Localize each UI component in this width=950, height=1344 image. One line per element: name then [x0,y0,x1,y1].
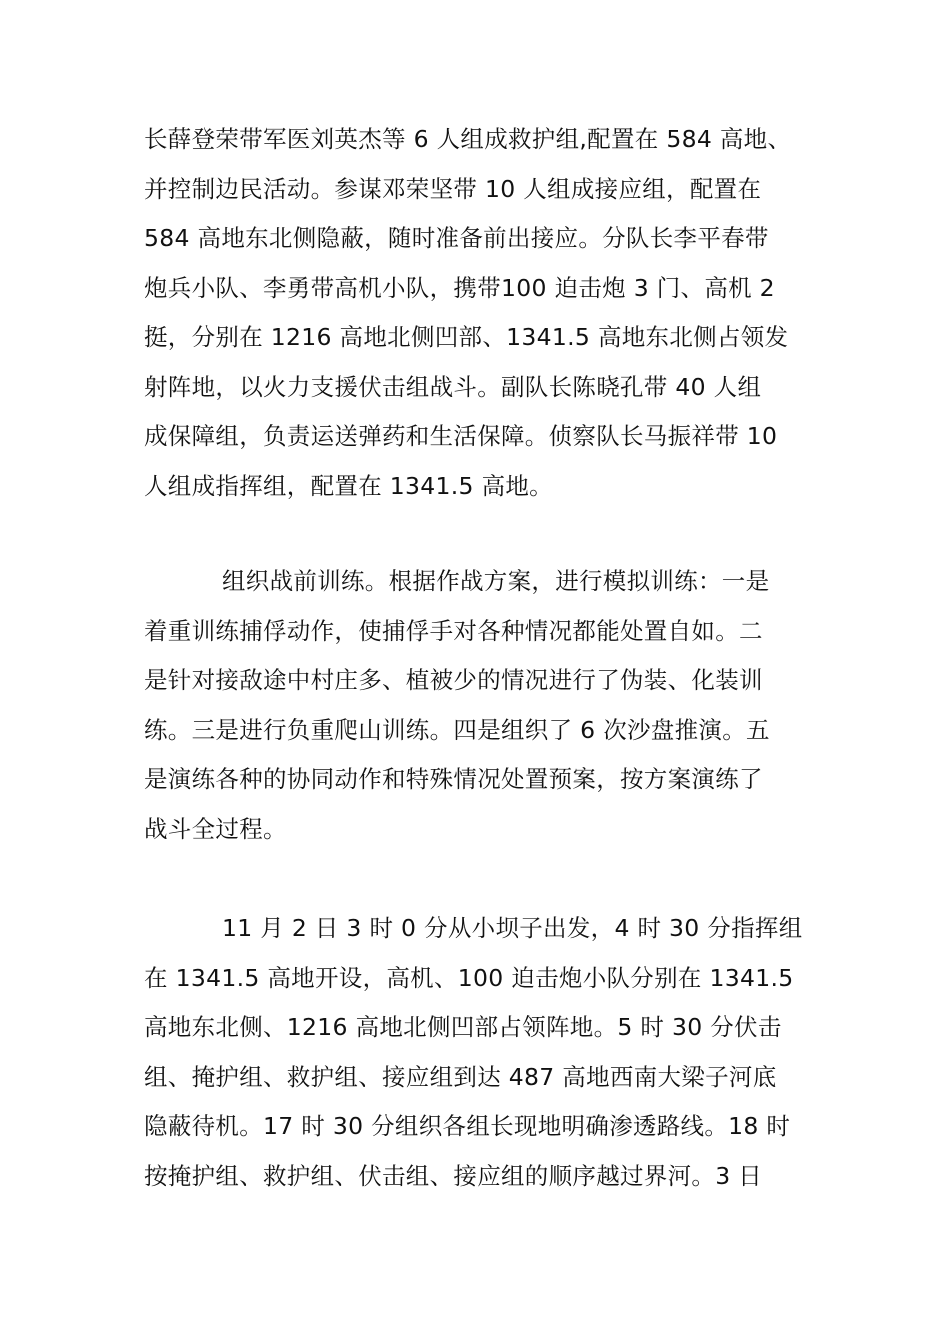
text-line: 在 1341.5 高地开设，高机、100 迫击炮小队分别在 1341.5 [144,963,794,992]
text-line: 练。三是进行负重爬山训练。四是组织了 6 次沙盘推演。五 [144,715,770,744]
text-line: 并控制边民活动。参谋邓荣坚带 10 人组成接应组，配置在 [144,174,762,203]
text-line: 成保障组，负责运送弹药和生活保障。侦察队长马振祥带 10 [144,422,778,450]
paragraph-operation [144,904,814,1201]
text-line: 组、掩护组、救护组、接应组到达 487 高地西南大梁子河底 [144,1062,777,1091]
paragraph-training [144,557,814,854]
text-line: 是针对接敌途中村庄多、植被少的情况进行了伪装、化装训 [144,666,763,694]
text-line: 着重训练捕俘动作，使捕俘手对各种情况都能处置自如。二 [144,616,763,645]
text-line: 炮兵小队、李勇带高机小队，携带100 迫击炮 3 门、高机 2 [144,273,775,302]
text-line: 是演练各种的协同动作和特殊情况处置预案，按方案演练了 [144,765,763,793]
text-line: 长薛登荣带军医刘英杰等 6 人组成救护组,配置在 584 高地、 [144,125,792,153]
text-line: 战斗全过程。 [144,814,287,843]
text-line: 隐蔽待机。17 时 30 分组织各组长现地明确渗透路线。18 时 [144,1112,791,1140]
text-line: 挺，分别在 1216 高地北侧凹部、1341.5 高地东北侧占领发 [144,323,789,351]
text-line: 组织战前训练。根据作战方案，进行模拟训练：一是 [222,567,770,595]
paragraph-organization [144,115,814,511]
text-line: 11 月 2 日 3 时 0 分从小坝子出发，4 时 30 分指挥组 [222,914,803,942]
text-line: 按掩护组、救护组、伏击组、接应组的顺序越过界河。3 日 [144,1161,763,1190]
text-line: 人组成指挥组，配置在 1341.5 高地。 [144,471,553,500]
text-line: 射阵地，以火力支援伏击组战斗。副队长陈晓孔带 40 人组 [144,372,762,401]
text-line: 584 高地东北侧隐蔽，随时准备前出接应。分队长李平春带 [144,224,769,252]
text-line: 高地东北侧、1216 高地北侧凹部占领阵地。5 时 30 分伏击 [144,1013,782,1041]
